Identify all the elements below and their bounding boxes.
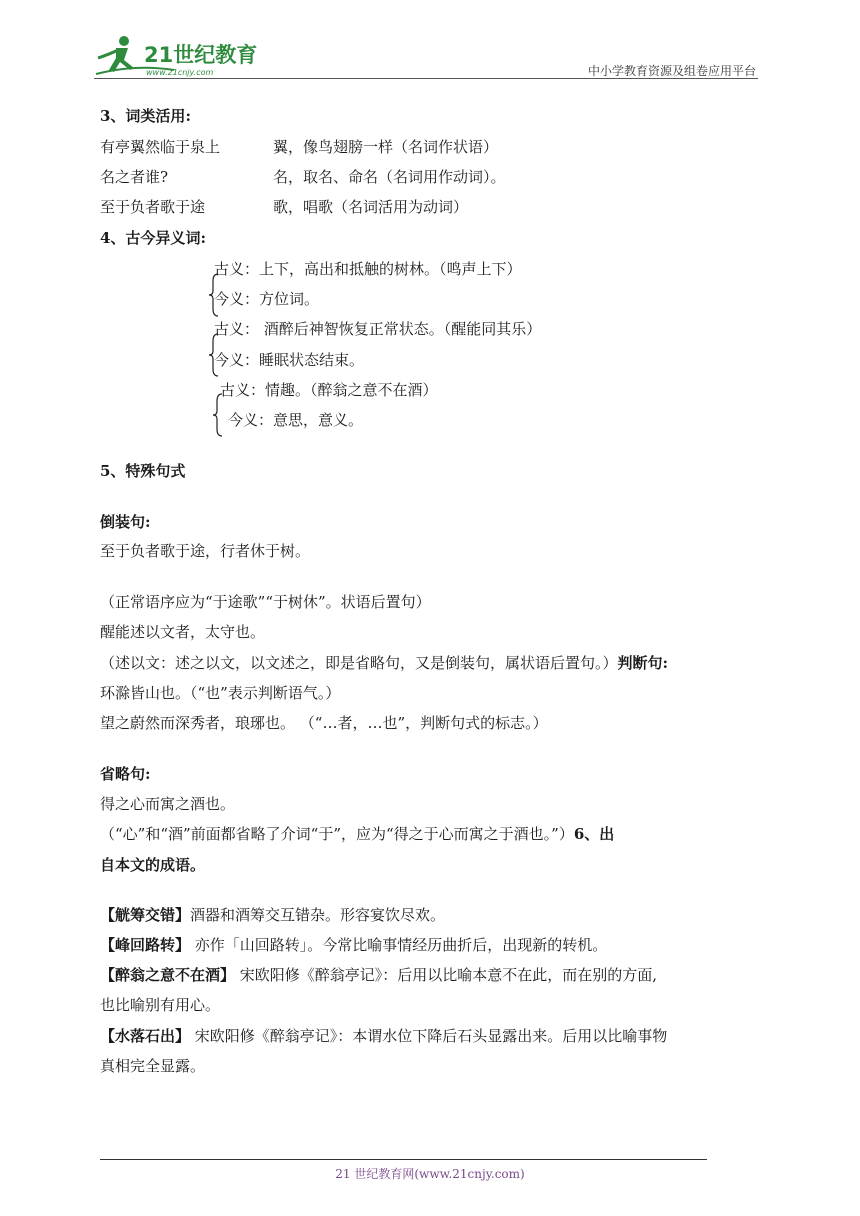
s3-row-3-a: 至于负者歌于途 xyxy=(100,198,206,216)
s4-item-3: 古义： 酒醉后神智恢复正常状态。（醒能同其乐） xyxy=(214,320,542,338)
idiom-2 xyxy=(100,935,607,955)
idiom-1 xyxy=(100,905,445,925)
idiom-3-term: 【醉翁之意不在酒】 xyxy=(100,966,236,984)
idiom-3-cont: 也比喻别有用心。 xyxy=(100,996,221,1014)
idiom-3-text: 宋欧阳修《醉翁亭记》：后用以比喻本意不在此，而在别的方面, xyxy=(235,966,658,984)
header-platform-text: 中小学教育资源及组卷应用平台 xyxy=(587,64,756,78)
s5-line-2: （正常语序应为“于途歌”“于树休”。状语后置句） xyxy=(100,593,431,611)
s4-item-1: 古义：上下，高出和抵触的树林。（鸣声上下） xyxy=(214,260,522,278)
idiom-1-text: 酒器和酒筹交互错杂。形容宴饮尽欢。 xyxy=(190,906,446,924)
section-4-title: 4、古今异义词: xyxy=(100,229,206,247)
s5-line-8-text: （“心”和“酒”前面都省略了介词“于”，应为“得之于心而寓之于酒也。”） xyxy=(100,825,574,843)
idiom-4 xyxy=(100,1026,667,1046)
logo-url: www.21cnjy.com xyxy=(146,68,214,77)
s3-row-3-b: 歌，唱歌（名词活用为动词） xyxy=(273,198,469,216)
section-6-title-end: 自本文的成语。 xyxy=(100,856,206,874)
header-divider xyxy=(94,78,758,79)
idiom-3 xyxy=(100,965,657,985)
section-5-title: 5、特殊句式 xyxy=(100,462,186,480)
s5-line-4 xyxy=(100,653,668,673)
s5-line-3: 醒能述以文者，太守也。 xyxy=(100,623,266,641)
s5-line-1: 至于负者歌于途，行者休于树。 xyxy=(100,542,311,560)
s3-row-1-b: 翼，像鸟翅膀一样（名词作状语） xyxy=(273,138,499,156)
judgment-title: 判断句: xyxy=(617,654,669,672)
s5-line-7: 得之心而寓之酒也。 xyxy=(100,795,236,813)
page-header xyxy=(94,34,764,80)
idiom-4-term: 【水落石出】 xyxy=(100,1027,191,1045)
s3-row-2-b: 名，取名、命名（名词用作动词）。 xyxy=(273,168,506,186)
ellipsis-title: 省略句: xyxy=(100,765,151,783)
logo-icon xyxy=(94,34,264,78)
inversion-title: 倒装句: xyxy=(100,513,151,531)
idiom-2-term: 【峰回路转】 xyxy=(100,936,191,954)
s3-row-1-a: 有亭翼然临于泉上 xyxy=(100,138,221,156)
s4-item-5: 古义：情趣。（醉翁之意不在酒） xyxy=(220,381,438,399)
idiom-4-text: 宋欧阳修《醉翁亭记》：本谓水位下降后石头显露出来。后用以比喻事物 xyxy=(190,1027,668,1045)
s4-item-4: 今义：睡眠状态结束。 xyxy=(214,351,365,369)
s4-item-2: 今义：方位词。 xyxy=(214,290,320,308)
footer-divider xyxy=(100,1159,707,1160)
s5-line-6: 望之蔚然而深秀者，琅琊也。 （“…者，…也”，判断句式的标志。） xyxy=(100,714,548,732)
section-6-title-start: 6、出 xyxy=(573,825,615,843)
s4-item-6: 今义：意思，意义。 xyxy=(228,411,364,429)
s3-row-2-a: 名之者谁? xyxy=(100,168,169,186)
footer-text: 21 世纪教育网(www.21cnjy.com) xyxy=(335,1167,525,1181)
section-3-title: 3、词类活用: xyxy=(100,107,191,125)
idiom-1-term: 【觥筹交错】 xyxy=(100,906,191,924)
s5-line-4-text: （述以文：述之以文，以文述之，即是省略句，又是倒装句，属状语后置句。） xyxy=(100,654,618,672)
idiom-4-cont: 真相完全显露。 xyxy=(100,1057,206,1075)
s5-line-5: 环滁皆山也。（“也”表示判断语气。） xyxy=(100,684,341,702)
logo-text: 21世纪教育 xyxy=(144,43,258,67)
idiom-2-text: 亦作「山回路转」。今常比喻事情经历曲折后，出现新的转机。 xyxy=(190,936,608,954)
s5-line-8 xyxy=(100,824,614,844)
